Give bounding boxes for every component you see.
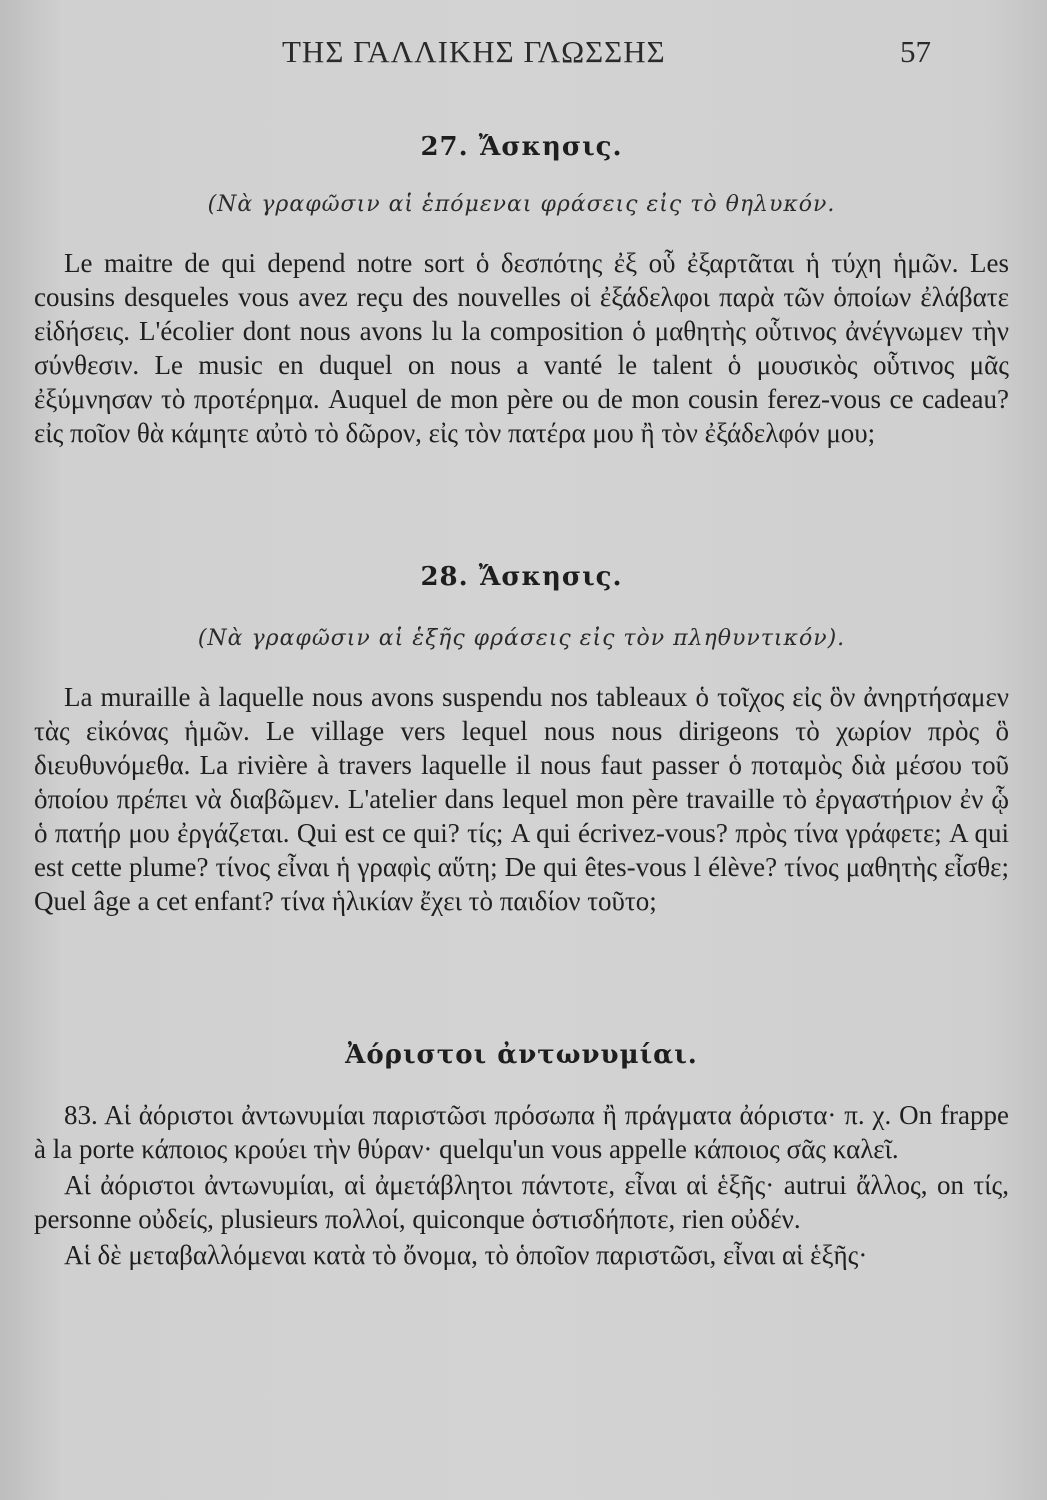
exercise-27-text: Le maitre de qui depend notre sort ὁ δεσπότης ἐξ οὗ ἐξαρτᾶται ἡ τύχη ἡμῶν. Les cousins desqueles vous avez reçu des nouvelles οἱ ἐξάδελφοι παρὰ τῶν ὁποίων ἐλάβατε εἰδήσεις. L'écolier dont nous avons lu la composition ὁ μαθητὴς οὗτινος ἀνέγνωμεν τὴν σύνθεσιν. Le music en duquel on nous a vanté le talent ὁ μουσικὸς οὗτινος μᾶς ἐξύμνησαν τὸ προτέρημα. Auquel de mon père ou de mon cousin ferez-vous ce cadeau? εἰς ποῖον θὰ κάμητε αὐτὸ τὸ δῶρον, εἰς τὸν πατέρα μου ἢ τὸν ἐξάδελφόν μου; <box>34 248 1009 448</box>
exercise-28-text: La muraille à laquelle nous avons suspendu nos tableaux ὁ τοῖχος εἰς ὃν ἀνηρτήσαμεν τὰς εἰκόνας ἡμῶν. Le village vers lequel nous nous dirigeons τὸ χωρίον πρὸς ὃ διευθυνόμεθα. La rivière à travers laquelle il nous faut passer ὁ ποταμὸς διὰ μέσου τοῦ ὁποίου πρέπει νὰ διαβῶμεν. L'atelier dans lequel mon père travaille τὸ ἐργαστήριον ἐν ᾧ ὁ πατήρ μου ἐργάζεται. Qui est ce qui? τίς; A qui écrivez-vous? πρὸς τίνα γράφετε; A qui est cette plume? τίνος εἶναι ἡ γραφὶς αὕτη; De qui êtes-vous l élève? τίνος μαθητὴς εἶσθε; Quel âge a cet enfant? τίνα ἡλικίαν ἔχει τὸ παιδίον τοῦτο; <box>34 682 1009 916</box>
exercise-28-title: 28. Ἄσκησις. <box>420 562 623 592</box>
exercise-28-instruction: (Νὰ γραφῶσιν αἱ ἑξῆς φράσεις εἰς τὸν πληθυντικόν). <box>197 626 846 651</box>
exercise-27-heading <box>34 132 1009 162</box>
page-header <box>0 34 1047 74</box>
page-number: 57 <box>900 34 931 69</box>
exercise-28-instruction-block <box>34 626 1009 651</box>
paragraph-83: 83. Αἱ ἀόριστοι ἀντωνυμίαι παριστῶσι πρόσωπα ἢ πράγματα ἀόριστα· π. χ. On frappe à la porte κάποιος κρούει τὴν θύραν· quelqu'un vous appelle κάποιος σᾶς καλεῖ. <box>34 1100 1009 1164</box>
indefinite-pronouns-body <box>34 1098 1009 1272</box>
exercise-27-instruction: (Νὰ γραφῶσιν αἱ ἑπόμεναι φράσεις εἰς τὸ θηλυκόν. <box>207 192 836 217</box>
indefinite-pronouns-heading: Ἀόριστοι ἀντωνυμίαι. <box>345 1040 698 1070</box>
exercise-27-body <box>34 246 1009 450</box>
exercise-28-body <box>34 680 1009 918</box>
indefinite-pronouns-heading-block <box>34 1040 1009 1070</box>
exercise-27-instruction-block <box>34 192 1009 217</box>
paragraph-invariable-pronouns: Αἱ ἀόριστοι ἀντωνυμίαι, αἱ ἀμετάβλητοι πάντοτε, εἶναι αἱ ἑξῆς· autrui ἄλλος, on τίς, personne οὐδείς, plusieurs πολλοί, quiconque ὁστισδήποτε, rien οὐδέν. <box>34 1170 1009 1234</box>
exercise-28-heading <box>34 562 1009 592</box>
running-title: ΤΗΣ ΓΑΛΛΙΚΗΣ ΓΛΩΣΣΗΣ <box>282 34 666 69</box>
paragraph-variable-pronouns: Αἱ δὲ μεταβαλλόμεναι κατὰ τὸ ὄνομα, τὸ ὁποῖον παριστῶσι, εἶναι αἱ ἑξῆς· <box>64 1240 868 1270</box>
exercise-27-title: 27. Ἄσκησις. <box>420 132 623 162</box>
